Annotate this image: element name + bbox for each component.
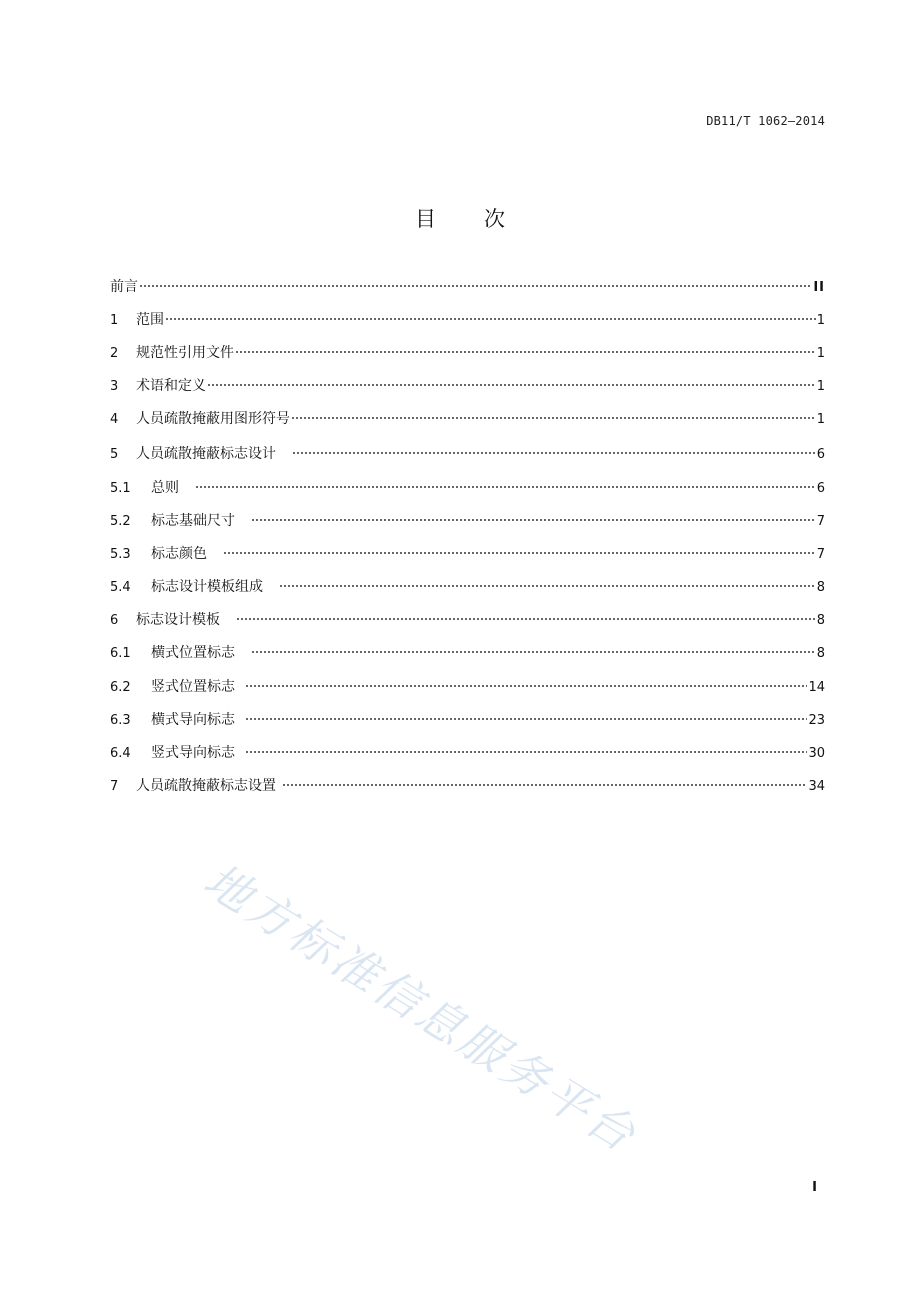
toc-entry-page: 8 [816,613,825,628]
toc-leader-dots [223,552,816,554]
toc-entry-label: 前言 [110,279,138,295]
toc-entry-5-3[interactable] [110,544,825,564]
toc-entry-2[interactable] [110,343,825,363]
toc-entry-number: 4 [110,412,119,427]
toc-entry-number: 7 [110,779,119,794]
toc-entry-number: 5.2 [110,514,131,529]
toc-entry-label: 规范性引用文件 [136,345,234,361]
toc-leader-dots [245,718,807,720]
toc-entry-page: 1 [816,313,825,328]
toc-entry-label: 竖式位置标志 [151,679,235,695]
toc-entry-label: 人员疏散掩蔽标志设置 [136,778,276,794]
toc-entry-page: 23 [808,713,825,728]
toc-entry-number: 6.4 [110,746,131,761]
toc-leader-dots [282,784,807,786]
toc-entry-6-4[interactable] [110,743,825,763]
toc-entry-3[interactable] [110,376,825,396]
toc-leader-dots [207,384,816,386]
toc-entry-label: 标志颜色 [151,546,207,562]
title-char-2: 次 [484,207,505,231]
toc-entry-number: 5.1 [110,481,131,496]
toc-entry-number: 5 [110,447,119,462]
toc-entry-number: 6 [110,613,119,628]
toc-entry-6-3[interactable] [110,710,825,730]
toc-entry-number: 3 [110,379,119,394]
toc-entry-label: 范围 [136,312,164,328]
toc-entry-label: 标志设计模板 [136,612,220,628]
toc-leader-dots [165,318,816,320]
toc-entry-number: 1 [110,313,119,328]
toc-leader-dots [235,351,816,353]
toc-entry-page: 1 [816,412,825,427]
standard-code: DB11/T 1062—2014 [706,114,825,128]
toc-entry-label: 人员疏散掩蔽标志设计 [136,446,276,462]
toc-entry-page: II [813,280,825,295]
toc-leader-dots [245,685,807,687]
toc-leader-dots [139,285,812,287]
toc-entry-5-1[interactable] [110,478,825,498]
toc-entry-5[interactable] [110,444,825,464]
toc-entry-page: 1 [816,346,825,361]
toc-entry-number: 6.1 [110,646,131,661]
toc-entry-page: 7 [816,547,825,562]
toc-entry-page: 1 [816,379,825,394]
toc-entry-label: 横式导向标志 [151,712,235,728]
toc-leader-dots [251,519,816,521]
page-number: I [812,1180,817,1195]
toc-leader-dots [292,452,816,454]
toc-entry-number: 2 [110,346,119,361]
toc-entry-page: 8 [816,580,825,595]
toc-entry-6-2[interactable] [110,677,825,697]
toc-entry-number: 6.2 [110,680,131,695]
toc-entry-page: 6 [816,481,825,496]
toc-leader-dots [279,585,816,587]
page-title [0,203,920,233]
toc-entry-label: 术语和定义 [136,378,206,394]
title-char-1: 目 [415,207,436,231]
toc-leader-dots [245,751,807,753]
toc-entry-page: 8 [816,646,825,661]
toc-entry-label: 标志基础尺寸 [151,513,235,529]
toc-entry-label: 人员疏散掩蔽用图形符号 [136,411,290,427]
toc-entry-6[interactable] [110,610,825,630]
toc-entry-foreword[interactable] [110,277,825,297]
toc-entry-label: 横式位置标志 [151,645,235,661]
toc-entry-label: 标志设计模板组成 [151,579,263,595]
toc-entry-4[interactable] [110,409,825,429]
toc-leader-dots [236,618,816,620]
toc-entry-number: 5.4 [110,580,131,595]
toc-entry-page: 6 [816,447,825,462]
toc-entry-number: 5.3 [110,547,131,562]
toc-entry-page: 7 [816,514,825,529]
toc-entry-number: 6.3 [110,713,131,728]
toc-entry-7[interactable] [110,776,825,796]
toc-leader-dots [251,651,816,653]
toc-entry-6-1[interactable] [110,643,825,663]
toc-entry-page: 30 [808,746,825,761]
watermark: 地方标准信息服务平台 [194,852,648,1164]
toc-leader-dots [291,417,816,419]
toc-entry-label: 总则 [151,480,179,496]
toc-entry-5-2[interactable] [110,511,825,531]
toc-entry-page: 14 [808,680,825,695]
toc-leader-dots [195,486,816,488]
toc-entry-5-4[interactable] [110,577,825,597]
toc-entry-1[interactable] [110,310,825,330]
toc-entry-page: 34 [808,779,825,794]
toc-entry-label: 竖式导向标志 [151,745,235,761]
